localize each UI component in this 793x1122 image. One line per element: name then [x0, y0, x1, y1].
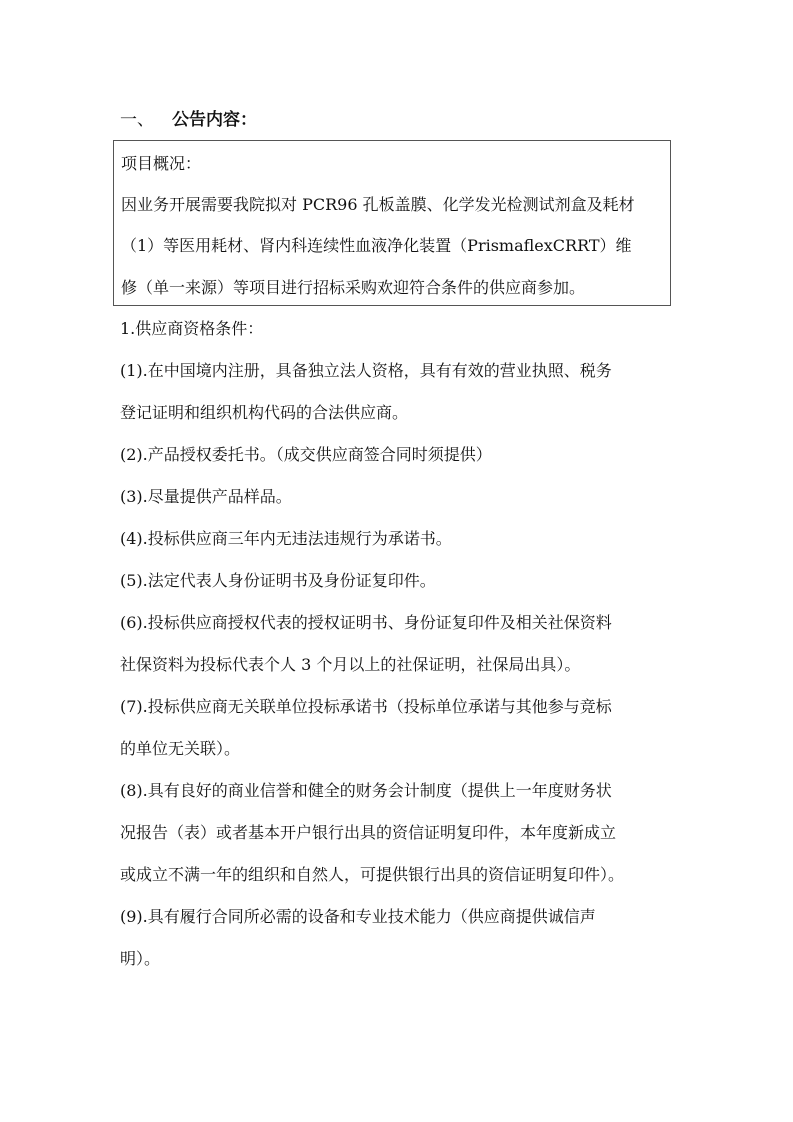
body-line: (6).投标供应商授权代表的授权证明书、身份证复印件及相关社保资料	[120, 613, 612, 632]
qualification-heading: 1.供应商资格条件：	[120, 319, 264, 338]
body-line: (7).投标供应商无关联单位投标承诺书（投标单位承诺与其他参与竞标	[120, 697, 612, 716]
body-line: (8).具有良好的商业信誉和健全的财务会计制度（提供上一年度财务状	[120, 781, 612, 800]
body-line: (4).投标供应商三年内无违法违规行为承诺书。	[120, 529, 452, 548]
section-heading	[120, 105, 257, 130]
body-line: 社保资料为投标代表个人 3 个月以上的社保证明，社保局出具）。	[120, 655, 581, 674]
body-line: 登记证明和组织机构代码的合法供应商。	[120, 403, 409, 422]
overview-line: （1）等医用耗材、肾内科连续性血液净化装置（PrismaflexCRRT）维	[121, 236, 632, 255]
body-line: 况报告（表）或者基本开户银行出具的资信证明复印件，本年度新成立	[120, 823, 617, 842]
body-line: 或成立不满一年的组织和自然人，可提供银行出具的资信证明复印件）。	[120, 865, 625, 884]
body-line: (9).具有履行合同所必需的设备和专业技术能力（供应商提供诚信声	[120, 907, 596, 926]
body-line: (3).尽量提供产品样品。	[120, 487, 292, 506]
body-line: 明）。	[120, 949, 161, 968]
overview-title: 项目概况：	[121, 154, 202, 173]
body-line: (2).产品授权委托书。（成交供应商签合同时须提供）	[120, 445, 492, 464]
body-line: 的单位无关联）。	[120, 739, 241, 758]
body-line: (1).在中国境内注册，具备独立法人资格，具有有效的营业执照、税务	[120, 361, 612, 380]
section-title: 公告内容：	[172, 110, 257, 130]
overview-line: 修（单一来源）等项目进行招标采购欢迎符合条件的供应商参加。	[121, 278, 586, 297]
body-line: (5).法定代表人身份证明书及身份证复印件。	[120, 571, 436, 590]
project-overview-box	[113, 140, 671, 306]
section-number: 一、	[120, 110, 154, 130]
overview-line: 因业务开展需要我院拟对 PCR96 孔板盖膜、化学发光检测试剂盒及耗材	[121, 195, 635, 214]
